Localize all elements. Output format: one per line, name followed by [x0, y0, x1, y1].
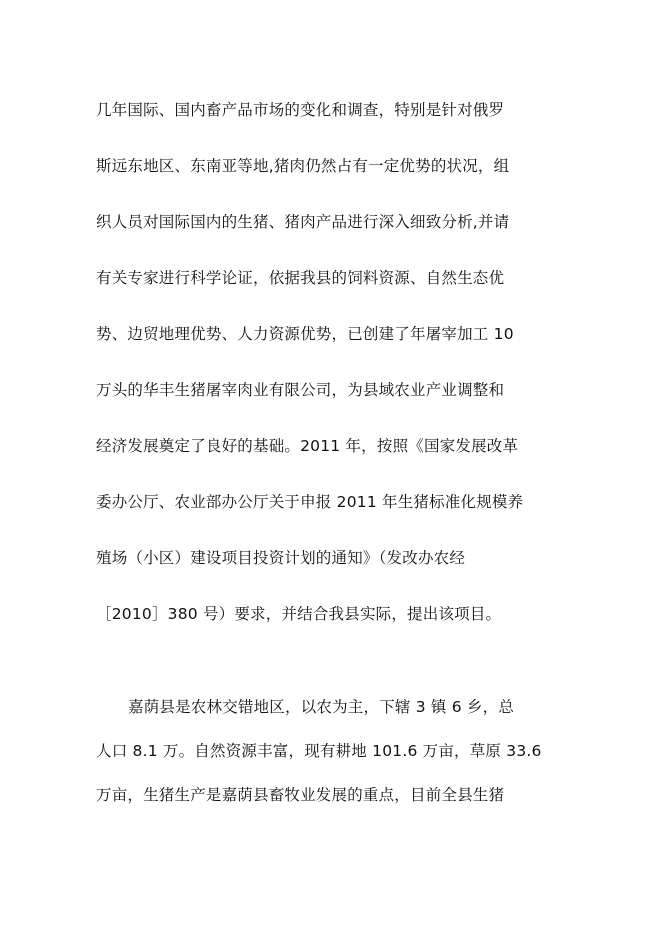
paragraph-1-line-6: 万头的华丰生猪屠宰肉业有限公司，为县域农业产业调整和: [96, 381, 505, 399]
paragraph-1-line-9: 殖场（小区）建设项目投资计划的通知》（发改办农经: [96, 549, 466, 567]
paragraph-1-line-10: ［2010］380 号）要求，并结合我县实际，提出该项目。: [96, 605, 502, 623]
paragraph-1-line-4: 有关专家进行科学论证，依据我县的饲料资源、自然生态优: [96, 269, 505, 287]
paragraph-1-line-5: 势、边贸地理优势、人力资源优势，已创建了年屠宰加工 10: [96, 325, 514, 343]
paragraph-2-line-3: 万亩，生猪生产是嘉荫县畜牧业发展的重点，目前全县生猪: [96, 786, 505, 804]
paragraph-2-line-1: 嘉荫县是农林交错地区，以农为主，下辖 3 镇 6 乡，总: [128, 698, 515, 716]
paragraph-1-line-8: 委办公厅、农业部办公厅关于申报 2011 年生猪标准化规模养: [96, 493, 524, 511]
paragraph-2-line-2: 人口 8.1 万。自然资源丰富，现有耕地 101.6 万亩，草原 33.6: [96, 742, 542, 760]
paragraph-1-line-2: 斯远东地区、东南亚等地,猪肉仍然占有一定优势的状况，组: [96, 157, 510, 175]
paragraph-1-line-1: 几年国际、国内畜产品市场的变化和调查，特别是针对俄罗: [96, 101, 505, 119]
paragraph-1-line-3: 织人员对国际国内的生猪、猪肉产品进行深入细致分析,并请: [96, 213, 510, 231]
paragraph-1-line-7: 经济发展奠定了良好的基础。2011 年，按照《国家发展改革: [96, 437, 519, 455]
